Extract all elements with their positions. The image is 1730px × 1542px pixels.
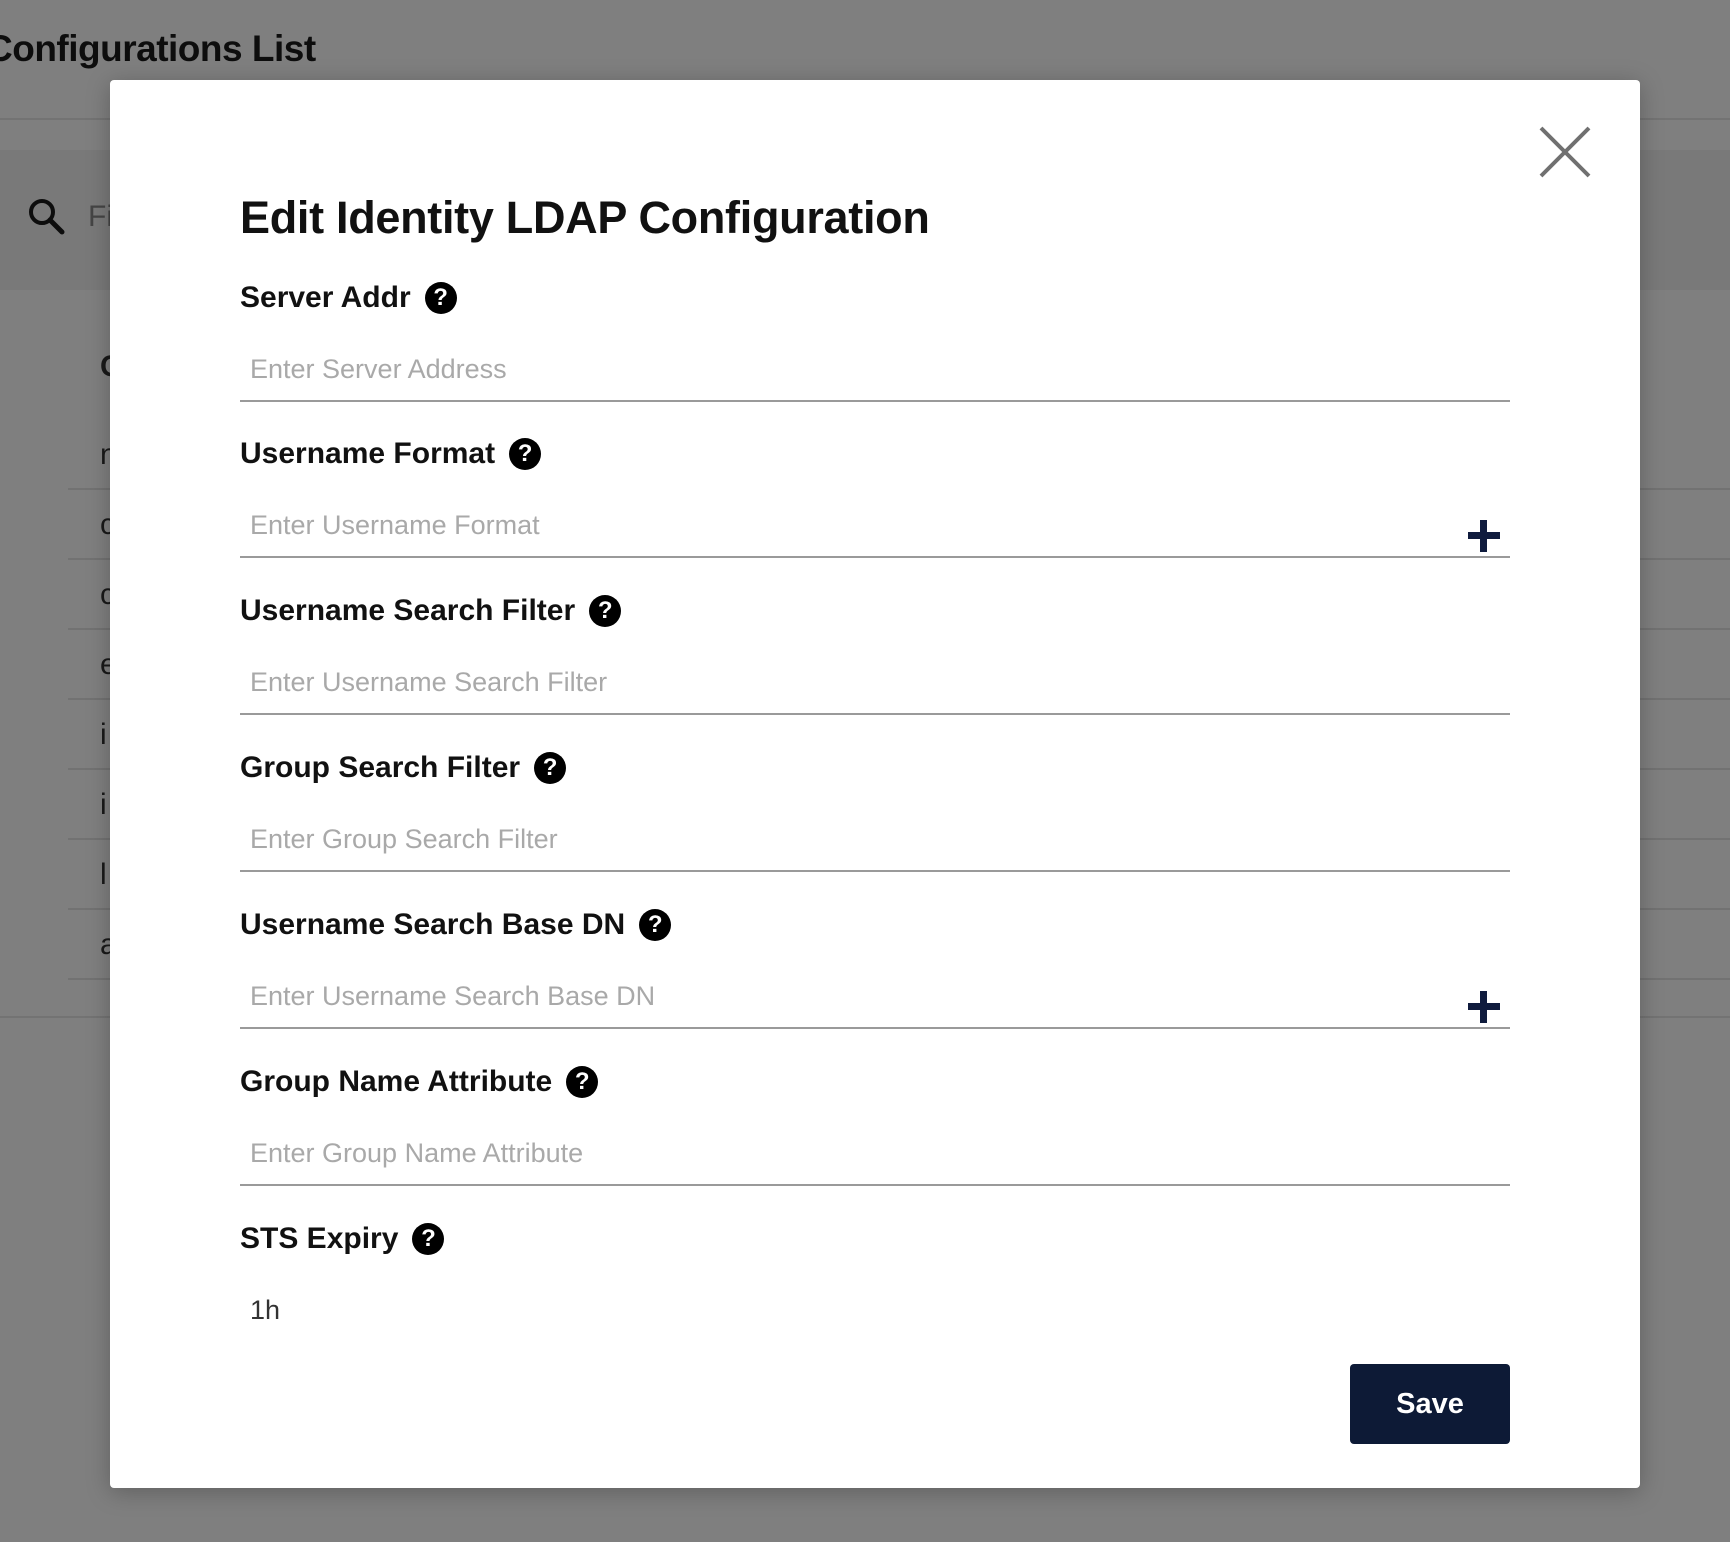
username-format-input[interactable] (240, 496, 1440, 554)
add-username-format-button[interactable] (1468, 520, 1500, 552)
help-icon[interactable]: ? (639, 909, 671, 941)
group-name-attribute-input[interactable] (240, 1124, 1440, 1182)
username-search-base-dn-field (240, 905, 1510, 1029)
help-icon[interactable]: ? (412, 1223, 444, 1255)
username-format-label: Username Format (240, 437, 496, 470)
server-addr-input[interactable] (240, 340, 1440, 398)
username-search-filter-field (240, 591, 1510, 715)
group-search-filter-input[interactable] (240, 810, 1440, 868)
help-icon[interactable]: ? (509, 438, 541, 470)
help-icon[interactable]: ? (425, 282, 457, 314)
sts-expiry-input[interactable] (240, 1281, 860, 1339)
username-search-filter-label: Username Search Filter (240, 594, 576, 627)
group-search-filter-field (240, 748, 1510, 872)
username-search-filter-input[interactable] (240, 653, 1440, 711)
add-username-search-base-dn-button[interactable] (1468, 991, 1500, 1023)
edit-ldap-modal (110, 80, 1640, 1488)
username-format-field (240, 434, 1510, 558)
modal-title: Edit Identity LDAP Configuration (240, 192, 930, 243)
group-name-attribute-field (240, 1062, 1510, 1186)
sts-expiry-field (240, 1219, 1510, 1343)
save-button[interactable]: Save (1350, 1364, 1510, 1444)
help-icon[interactable]: ? (589, 595, 621, 627)
username-search-base-dn-input[interactable] (240, 967, 1440, 1025)
help-icon[interactable]: ? (534, 752, 566, 784)
server-addr-label: Server Addr (240, 281, 411, 314)
close-icon[interactable] (1535, 122, 1595, 182)
username-search-base-dn-label: Username Search Base DN (240, 908, 626, 941)
server-addr-field (240, 278, 1510, 402)
group-search-filter-label: Group Search Filter (240, 751, 521, 784)
group-name-attribute-label: Group Name Attribute (240, 1065, 553, 1098)
sts-expiry-label: STS Expiry (240, 1222, 399, 1255)
help-icon[interactable]: ? (566, 1066, 598, 1098)
